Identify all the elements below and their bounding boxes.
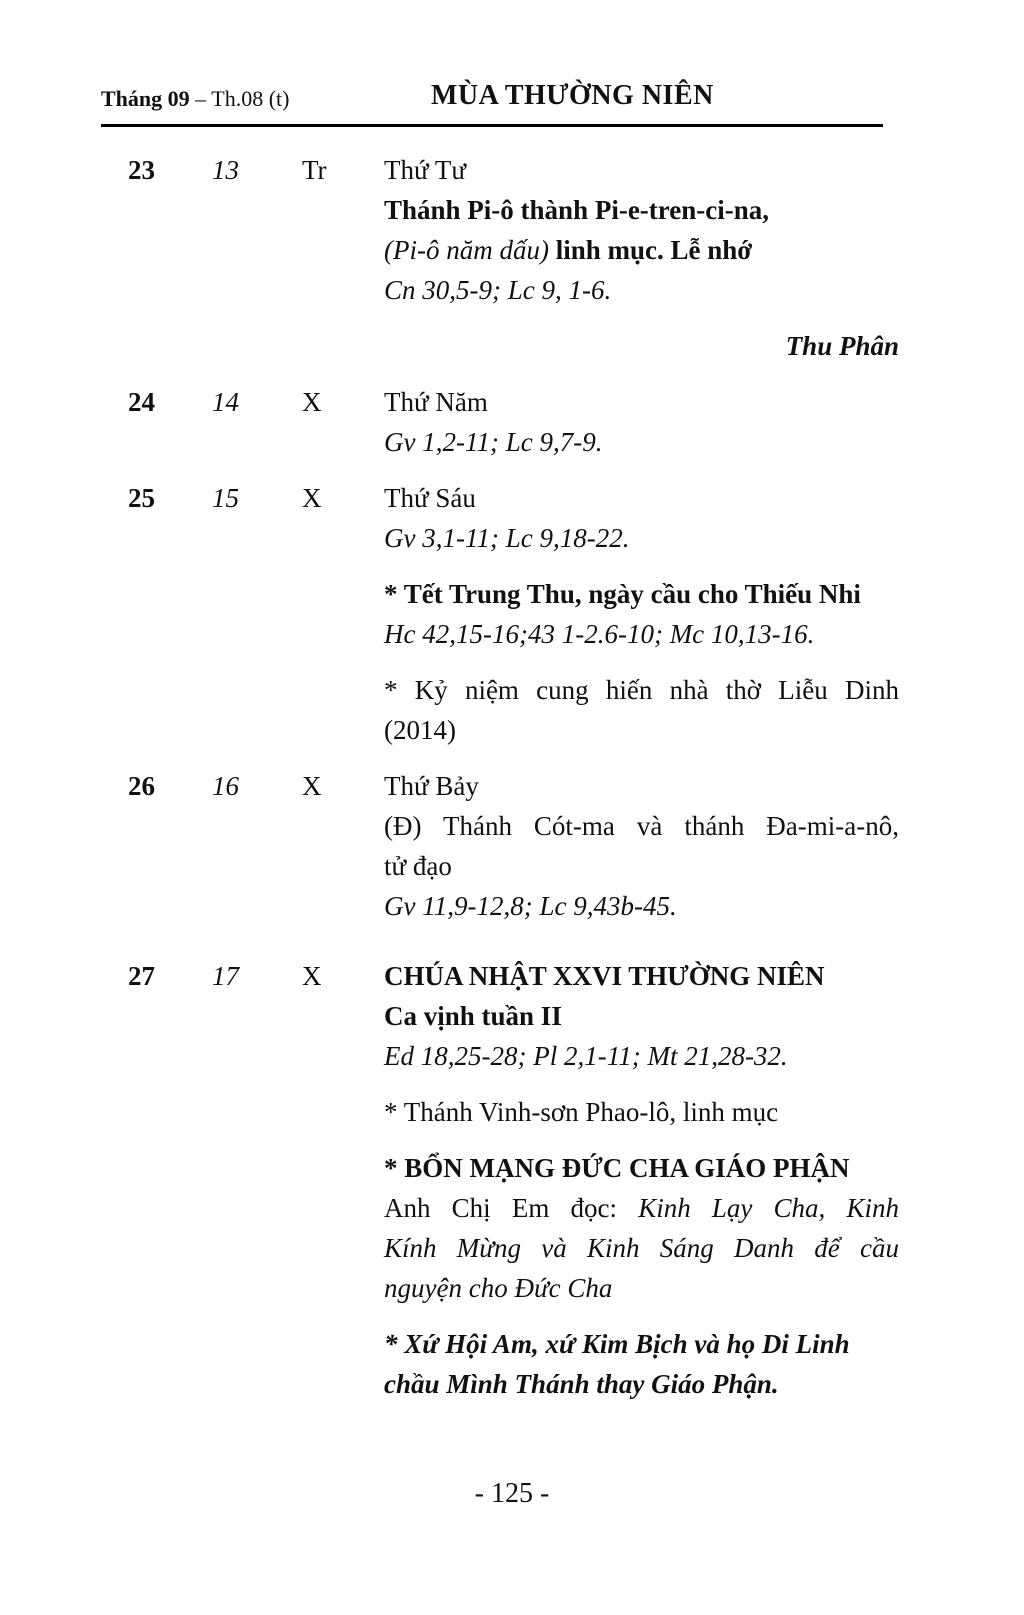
weekday: Thứ Năm — [384, 387, 488, 417]
day-number: 26 — [128, 771, 155, 801]
calendar-entries — [0, 150, 1024, 1404]
dedication-year: (2014) — [384, 715, 456, 745]
adoration-note: * Xứ Hội Am, xứ Kim Bịch và họ Di Linh — [384, 1329, 850, 1359]
lunar-day: 14 — [212, 387, 239, 417]
sunday-title: CHÚA NHẬT XXVI THƯỜNG NIÊN — [384, 961, 825, 991]
readings: Gv 3,1-11; Lc 9,18-22. — [384, 523, 630, 553]
lunar-month: – Th.08 (t) — [189, 86, 290, 111]
event-title: * Tết Trung Thu, ngày cầu cho Thiếu Nhi — [384, 579, 861, 609]
note-text: Thu Phân — [785, 331, 899, 361]
saint-name: Thánh Pi-ô thành Pi-e-tren-ci-na, — [384, 195, 770, 225]
day-number: 24 — [128, 387, 155, 417]
event-readings: Hc 42,15-16;43 1-2.6-10; Mc 10,13-16. — [384, 619, 815, 649]
weekday: Thứ Tư — [384, 155, 467, 185]
vestment-color: X — [302, 387, 322, 417]
prayer-line — [384, 1188, 899, 1228]
lunar-day: 13 — [212, 155, 239, 185]
entry-day-24 — [0, 382, 1024, 462]
dedication-note: * Kỷ niệm cung hiến nhà thờ Liễu Dinh — [384, 675, 899, 705]
readings: Gv 1,2-11; Lc 9,7-9. — [384, 427, 603, 457]
page-header — [101, 76, 883, 127]
prayer-names: Kinh Lạy Cha, Kinh — [638, 1193, 899, 1223]
entry-day-26 — [0, 766, 1024, 926]
lunar-day: 16 — [212, 771, 239, 801]
saint-rank: linh mục. Lễ nhớ — [548, 235, 753, 265]
saint-name: (Đ) Thánh Cót-ma và thánh Đa-mi-a-nô, — [384, 811, 899, 841]
page-number: - 125 - — [474, 1478, 550, 1509]
prayer-line-3: nguyện cho Đức Cha — [384, 1273, 613, 1303]
readings: Gv 11,9-12,8; Lc 9,43b-45. — [384, 891, 677, 921]
season-note — [0, 326, 1024, 366]
lunar-day: 17 — [212, 961, 239, 991]
saint-name-cont — [384, 230, 899, 270]
vestment-color: X — [302, 961, 322, 991]
vestment-color: X — [302, 483, 322, 513]
vestment-color: X — [302, 771, 322, 801]
day-number: 23 — [128, 155, 155, 185]
psalter-week: Ca vịnh tuần II — [384, 1001, 562, 1031]
entry-day-23 — [0, 150, 1024, 310]
weekday: Thứ Sáu — [384, 483, 476, 513]
saint-alias: (Pi-ô năm dấu) — [384, 235, 549, 265]
readings: Ed 18,25-28; Pl 2,1-11; Mt 21,28-32. — [384, 1041, 788, 1071]
feast-title: * BỔN MẠNG ĐỨC CHA GIÁO PHẬN — [384, 1153, 850, 1183]
month-name: Tháng 09 — [101, 86, 190, 111]
prayer-lead: Anh Chị Em đọc: — [384, 1193, 639, 1223]
entry-day-25 — [0, 478, 1024, 750]
saint-rank: tử đạo — [384, 851, 452, 881]
day-number: 27 — [128, 961, 155, 991]
lunar-day: 15 — [212, 483, 239, 513]
vestment-color: Tr — [302, 155, 327, 185]
memorial: * Thánh Vinh-sơn Phao-lô, linh mục — [384, 1097, 779, 1127]
readings: Cn 30,5-9; Lc 9, 1-6. — [384, 275, 612, 305]
day-number: 25 — [128, 483, 155, 513]
season-title: MÙA THƯỜNG NIÊN — [431, 80, 714, 111]
prayer-line-2: Kính Mừng và Kinh Sáng Danh để cầu — [384, 1233, 899, 1263]
weekday: Thứ Bảy — [384, 771, 479, 801]
adoration-note-cont: chầu Mình Thánh thay Giáo Phận. — [384, 1369, 779, 1399]
entry-day-27 — [0, 956, 1024, 1404]
month-label — [101, 86, 289, 112]
